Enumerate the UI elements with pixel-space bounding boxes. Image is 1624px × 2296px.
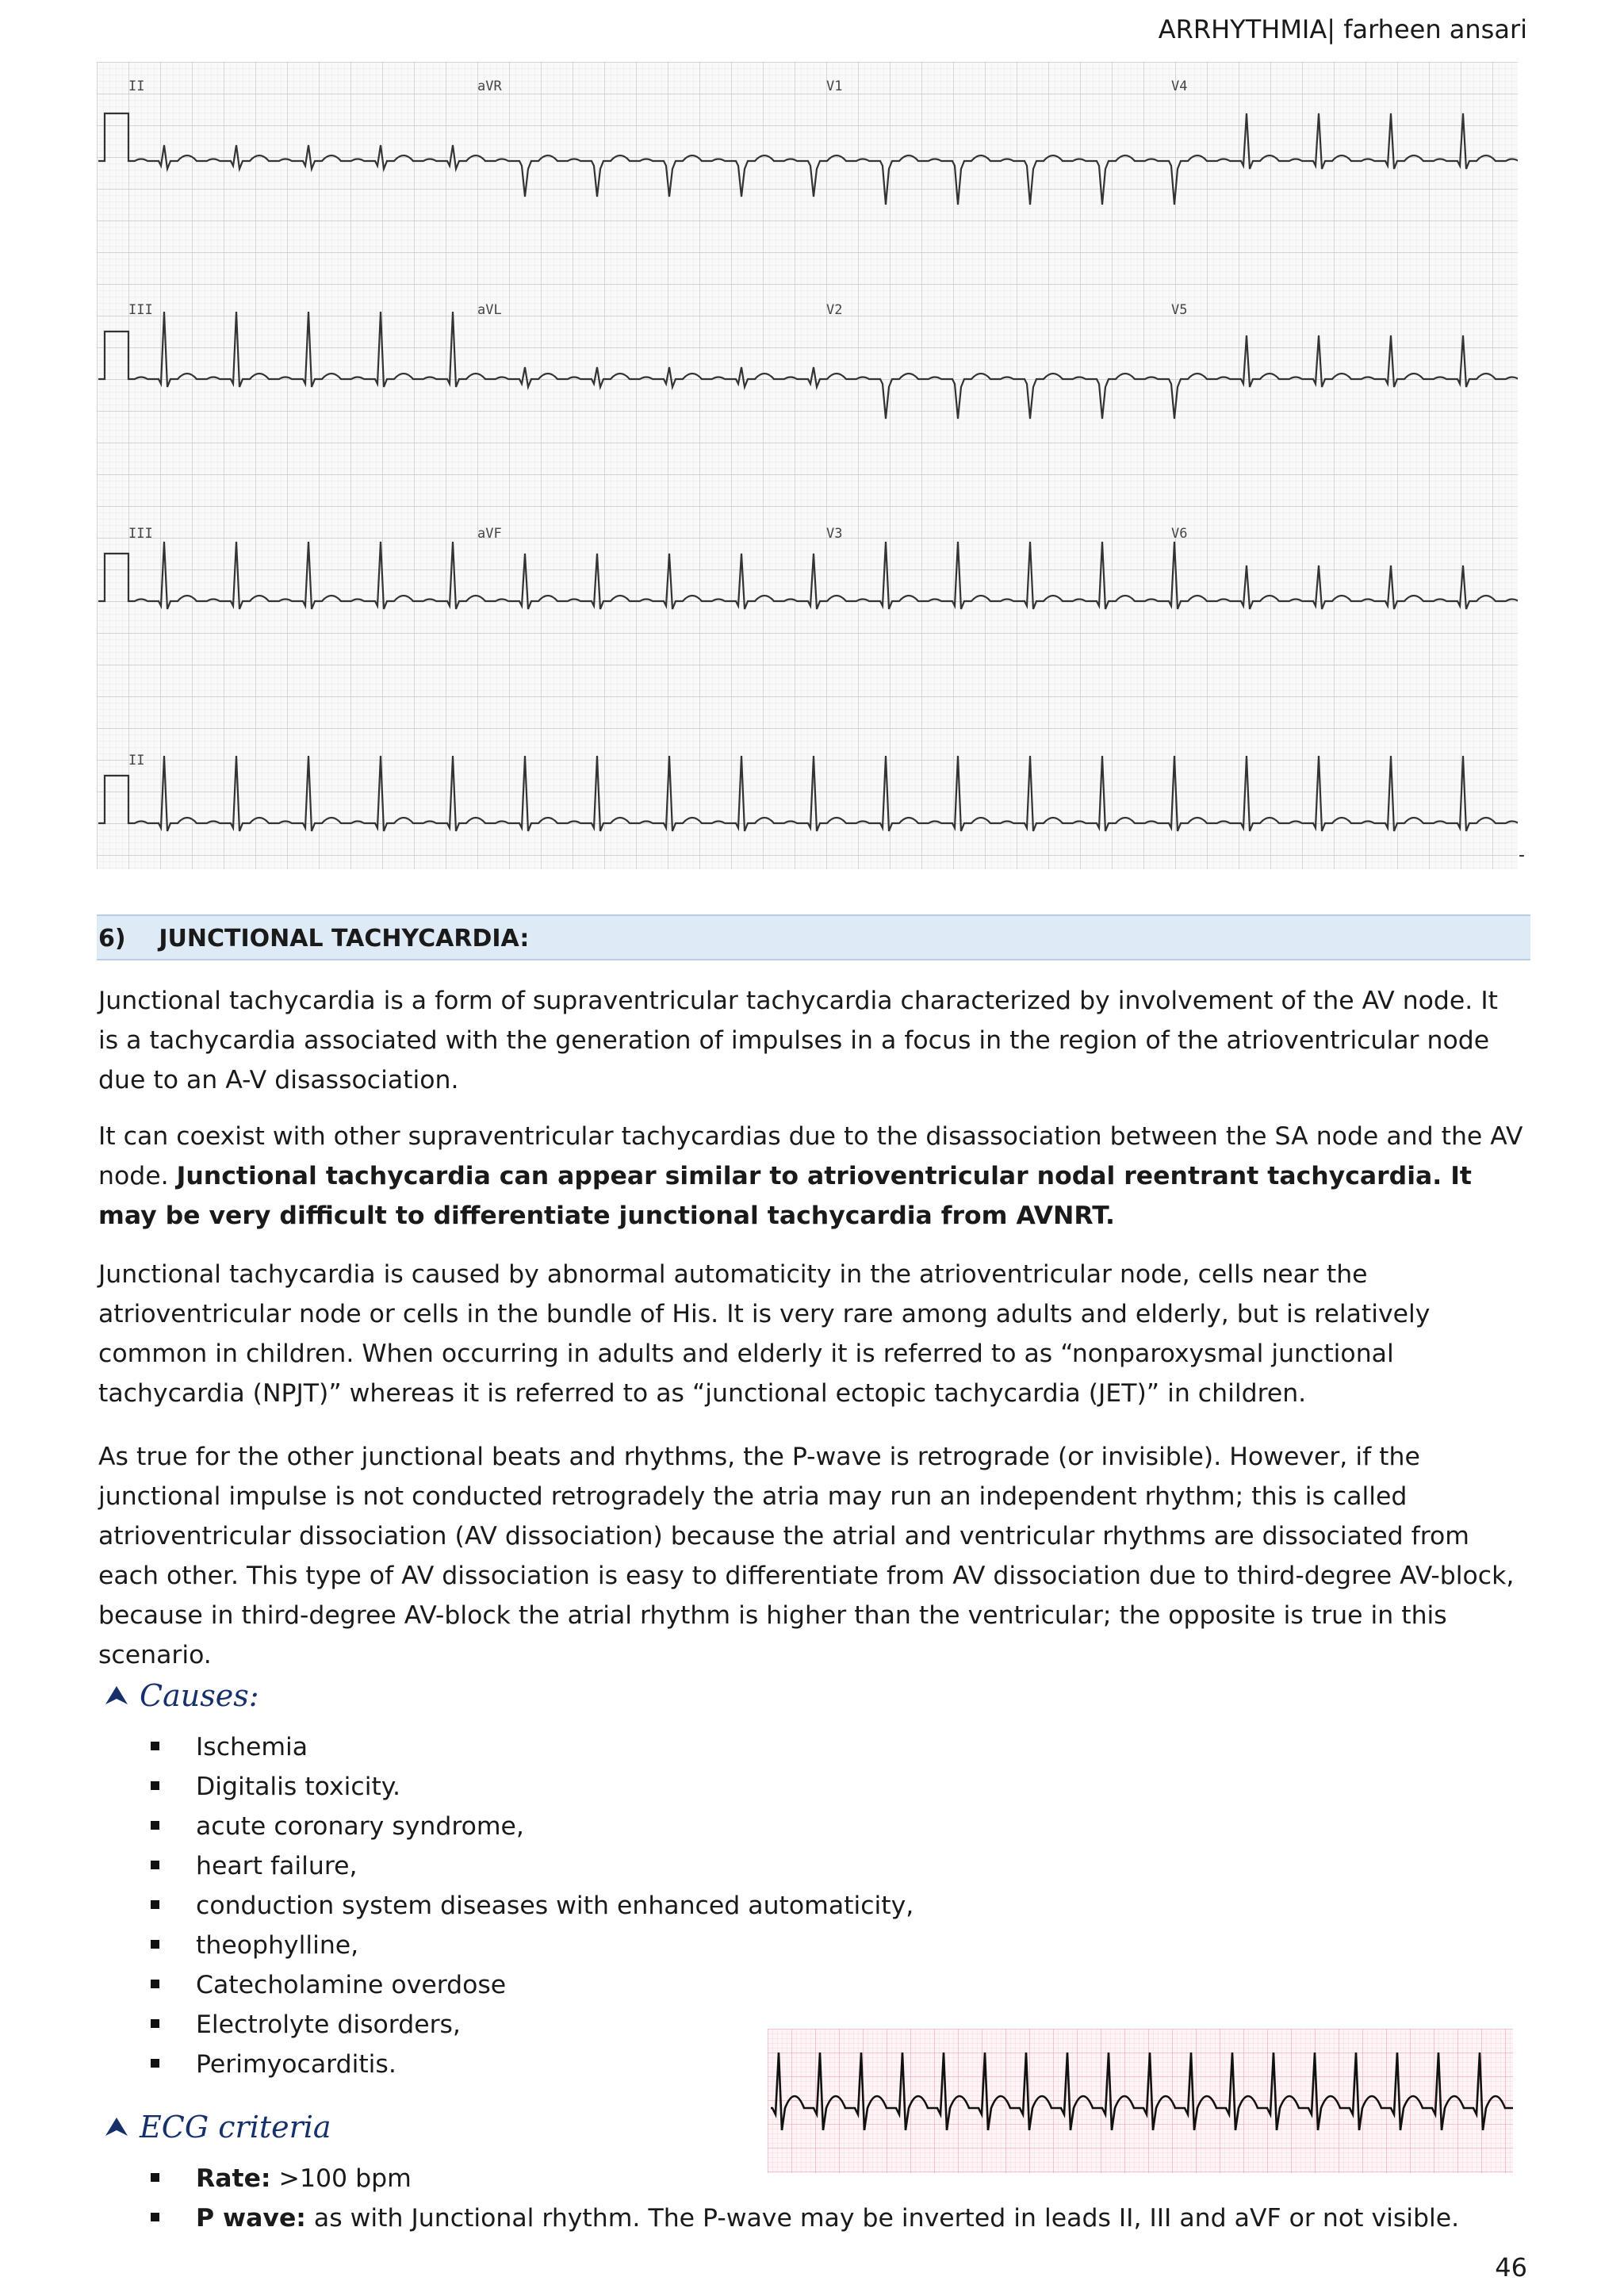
square-bullet-icon	[151, 2173, 159, 2182]
lead-label: III	[128, 526, 153, 542]
causes-heading	[103, 1678, 259, 1713]
list-item: Electrolyte disorders,	[151, 2005, 914, 2045]
list-item: acute coronary syndrome,	[151, 1807, 914, 1846]
paragraph-p-wave: As true for the other junctional beats and rhythms, the P-wave is retrograde (or invisible). However, if the junctional impulse is not conducted retrogradely the atria may run an independent rhythm; this is called atrioventricular dissociation (AV dissociation) because the atrial and ventricular rhythms are dissociated from each other. This type of AV dissociation is easy to differentiate from AV dissociation due to third-degree AV-block, because in third-degree AV-block the atrial rhythm is higher than the ventricular; the opposite is true in this scenario.	[98, 1443, 1515, 1669]
figure-trailing-mark: -	[1519, 845, 1525, 865]
lead-label: II	[128, 753, 145, 769]
page-number: 46	[1495, 2252, 1527, 2283]
list-item: Digitalis toxicity.	[151, 1767, 914, 1807]
section-heading-bar	[97, 914, 1530, 960]
lead-label: V5	[1171, 302, 1188, 318]
list-item: heart failure,	[151, 1846, 914, 1886]
lead-label: V1	[826, 79, 843, 94]
square-bullet-icon	[151, 1980, 159, 1988]
causes-heading-text: Causes:	[140, 1678, 259, 1713]
lead-label: V3	[826, 526, 843, 542]
lead-label: II	[128, 79, 145, 94]
lead-label: III	[128, 302, 153, 318]
triangle-marker-icon	[103, 2110, 140, 2145]
ecg-criteria-heading	[103, 2110, 331, 2145]
list-item: theophylline,	[151, 1926, 914, 1965]
paragraph-definition: Junctional tachycardia is a form of supraventricular tachycardia characterized by involvement of the AV node. It is a tachycardia associated with the generation of impulses in a focus in the region of the atrioventricular node due to an A-V disassociation.	[98, 987, 1498, 1094]
square-bullet-icon	[151, 2019, 159, 2028]
lead-label: aVR	[477, 79, 502, 94]
square-bullet-icon	[151, 1900, 159, 1909]
triangle-marker-icon	[103, 1678, 140, 1713]
list-item: Ischemia	[151, 1727, 914, 1767]
list-item: Rate: >100 bpm	[151, 2159, 1459, 2198]
square-bullet-icon	[151, 1742, 159, 1750]
list-item: P wave: as with Junctional rhythm. The P-wave may be inverted in leads II, III and aVF or not visible.	[151, 2198, 1459, 2238]
square-bullet-icon	[151, 1861, 159, 1869]
list-item: Perimyocarditis.	[151, 2045, 914, 2084]
square-bullet-icon	[151, 1821, 159, 1830]
twelve-lead-ecg-image	[97, 62, 1518, 869]
section-title: 6) JUNCTIONAL TACHYCARDIA:	[98, 925, 530, 953]
lead-label: aVF	[477, 526, 502, 542]
square-bullet-icon	[151, 1940, 159, 1949]
paragraph-avnrt-similarity	[98, 1117, 1526, 1236]
paragraph-bold-text: Junctional tachycardia can appear similar to atrioventricular nodal reentrant tachycardia. It may be very difficult to differentiate junctional tachycardia from AVNRT.	[98, 1162, 1472, 1230]
lead-label: aVL	[477, 302, 502, 318]
square-bullet-icon	[151, 1781, 159, 1790]
list-item: conduction system diseases with enhanced automaticity,	[151, 1886, 914, 1926]
ecg-criteria-heading-text: ECG criteria	[140, 2110, 331, 2145]
paragraph-causes-overview: Junctional tachycardia is caused by abnormal automaticity in the atrioventricular node, cells near the atrioventricular node or cells in the bundle of His. It is very rare among adults and elderly, but is relatively common in children. When occurring in adults and elderly it is referred to as “nonparoxysmal junctional tachycardia (NPJT)” whereas it is referred to as “junctional ectopic tachycardia (JET)” in children.	[98, 1260, 1431, 1408]
list-item: Catecholamine overdose	[151, 1965, 914, 2005]
lead-label: V6	[1171, 526, 1188, 542]
lead-label: V4	[1171, 79, 1188, 94]
square-bullet-icon	[151, 2059, 159, 2068]
square-bullet-icon	[151, 2213, 159, 2221]
running-header: ARRHYTHMIA| farheen ansari	[1158, 14, 1527, 44]
paragraph-text: It can coexist with other supraventricular tachycardias due to the disassociation between the SA node and the AV node.	[98, 1122, 1523, 1190]
lead-label: V2	[826, 302, 843, 318]
rhythm-strip-image	[768, 2029, 1513, 2173]
